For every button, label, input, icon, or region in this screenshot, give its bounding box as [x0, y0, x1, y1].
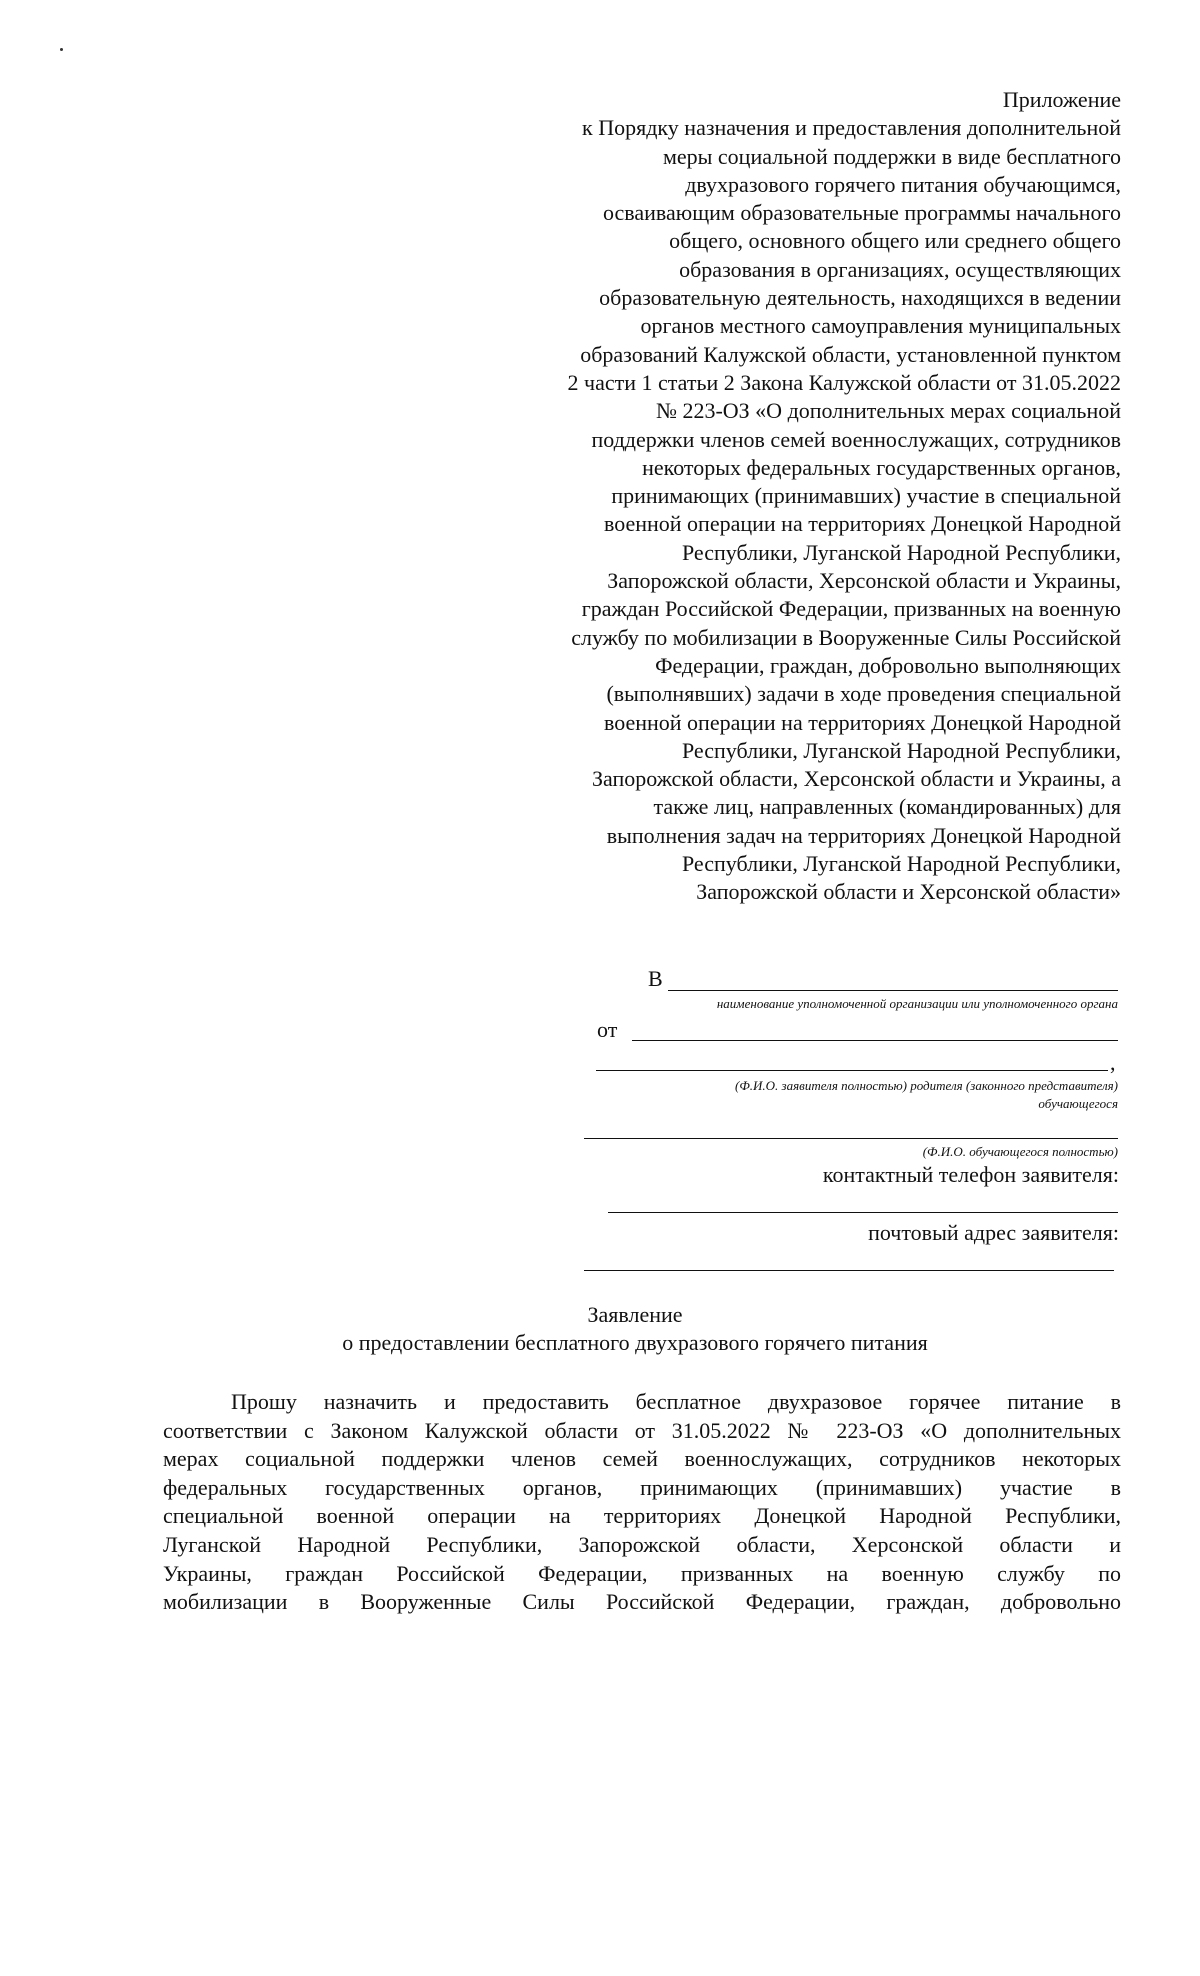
to-prefix: В	[648, 966, 663, 991]
appendix-header	[441, 86, 1121, 907]
applicant-comma: ,	[1110, 1050, 1116, 1075]
appendix-line: также лиц, направленных (командированных) для	[653, 794, 1121, 820]
body-line: мерах социальной поддержки членов семей военнослужащих, сотрудников некоторых	[163, 1446, 1121, 1472]
phone-field[interactable]	[608, 1212, 1118, 1213]
appendix-line: Запорожской области, Херсонской области и Украины, а	[592, 766, 1121, 792]
appendix-line: органов местного самоуправления муниципальных	[640, 313, 1121, 339]
appendix-line: образования в организациях, осуществляющих	[679, 256, 1121, 282]
appendix-line: Приложение	[1002, 87, 1121, 112]
body-line: Луганской Народной Республики, Запорожской области, Херсонской области и	[163, 1531, 1121, 1557]
address-label: почтовый адрес заявителя:	[868, 1220, 1119, 1245]
body-line: мобилизации в Вооруженные Силы Российской Федерации, граждан, добровольно	[163, 1589, 1121, 1615]
appendix-line: выполнения задач на территориях Донецкой Народной	[606, 822, 1121, 848]
appendix-line: 2 части 1 статьи 2 Закона Калужской области от 31.05.2022	[567, 369, 1121, 395]
body-line: Украины, граждан Российской Федерации, призванных на военную службу по	[163, 1560, 1121, 1586]
scan-speck	[60, 48, 63, 51]
document-title: Заявление	[587, 1302, 683, 1327]
appendix-line: образований Калужской области, установленной пунктом	[580, 341, 1121, 367]
appendix-line: № 223-ОЗ «О дополнительных мерах социальной	[655, 398, 1121, 424]
appendix-line: принимающих (принимавших) участие в специальной	[611, 483, 1121, 509]
phone-label: контактный телефон заявителя:	[822, 1162, 1119, 1187]
recipient-field[interactable]	[668, 990, 1118, 991]
applicant-caption-2: обучающегося	[1038, 1096, 1118, 1111]
applicant-field-line1[interactable]	[632, 1040, 1118, 1041]
appendix-line: военной операции на территориях Донецкой Народной	[603, 511, 1121, 537]
student-caption: (Ф.И.О. обучающегося полностью)	[922, 1144, 1118, 1159]
appendix-line: двухразового горячего питания обучающимся,	[685, 171, 1121, 197]
appendix-line: осваивающим образовательные программы начального	[602, 200, 1121, 226]
body-line: специальной военной операции на территориях Донецкой Народной Республики,	[163, 1503, 1121, 1529]
appendix-line: некоторых федеральных государственных органов,	[642, 454, 1121, 480]
body-line: соответствии с Законом Калужской области от 31.05.2022 № 223-ОЗ «О дополнительных	[163, 1417, 1121, 1443]
recipient-caption: наименование уполномоченной организации или уполномоченного органа	[716, 996, 1118, 1011]
appendix-line: военной операции на территориях Донецкой Народной	[603, 709, 1121, 735]
appendix-line: Республики, Луганской Народной Республики,	[681, 737, 1121, 763]
appendix-line: образовательную деятельность, находящихся в ведении	[599, 285, 1121, 311]
appendix-line: граждан Российской Федерации, призванных на военную	[581, 596, 1121, 622]
student-name-field[interactable]	[584, 1138, 1118, 1139]
appendix-line: меры социальной поддержки в виде бесплатного	[662, 143, 1121, 169]
appendix-line: к Порядку назначения и предоставления дополнительной	[582, 115, 1121, 141]
appendix-line: Федерации, граждан, добровольно выполняющих	[655, 652, 1121, 678]
appendix-line: общего, основного общего или среднего общего	[669, 228, 1121, 254]
appendix-line: (выполнявших) задачи в ходе проведения специальной	[606, 681, 1121, 707]
appendix-line: Республики, Луганской Народной Республики,	[681, 539, 1121, 565]
appendix-line: службу по мобилизации в Вооруженные Силы Российской	[571, 624, 1121, 650]
appendix-line: поддержки членов семей военнослужащих, сотрудников	[591, 426, 1121, 452]
appendix-line: Запорожской области и Херсонской области»	[696, 879, 1121, 905]
appendix-line: Республики, Луганской Народной Республики,	[681, 851, 1121, 877]
body-line: федеральных государственных органов, принимающих (принимавших) участие в	[163, 1474, 1121, 1500]
body-line: Прошу назначить и предоставить бесплатное двухразовое горячее питание в	[231, 1389, 1121, 1414]
statement-body	[163, 1388, 1121, 1617]
from-prefix: от	[597, 1017, 618, 1042]
applicant-caption: (Ф.И.О. заявителя полностью) родителя (законного представителя)	[735, 1078, 1118, 1093]
applicant-field-line2[interactable]	[596, 1070, 1108, 1071]
appendix-line: Запорожской области, Херсонской области и Украины,	[607, 568, 1121, 594]
document-subtitle: о предоставлении бесплатного двухразового горячего питания	[342, 1330, 928, 1355]
address-field[interactable]	[584, 1270, 1114, 1271]
